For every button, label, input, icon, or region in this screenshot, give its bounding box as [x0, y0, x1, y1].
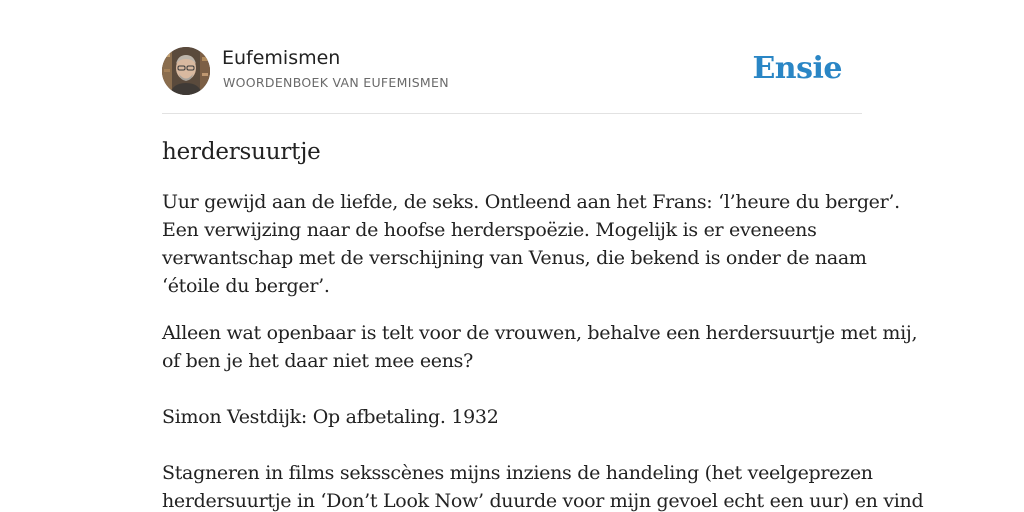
entry-definition [162, 188, 900, 300]
brand-logo[interactable]: Ensie [752, 51, 842, 86]
entry-title: herdersuurtje [162, 139, 321, 165]
header-divider [162, 113, 862, 114]
definition-line: ‘étoile du berger’. [162, 275, 330, 297]
example-line: Alleen wat openbaar is telt voor de vrouwen, behalve een herdersuurtje met mij, [162, 322, 918, 344]
example-spacer [162, 375, 862, 403]
example-line: of ben je het daar niet mee eens? [162, 350, 474, 372]
site-subtitle: WOORDENBOEK VAN EUFEMISMEN [223, 75, 449, 90]
example-source: Simon Vestdijk: Op afbetaling. 1932 [162, 406, 499, 428]
entry-example [162, 319, 924, 512]
definition-line: verwantschap met de verschijning van Venus, die bekend is onder de naam [162, 247, 867, 269]
example-spacer [162, 431, 862, 459]
avatar-portrait-icon [162, 47, 210, 95]
example-line: Stagneren in films seksscènes mijns inziens de handeling (het veelgeprezen [162, 462, 873, 484]
example-line: herdersuurtje in ‘Don’t Look Now’ duurde voor mijn gevoel echt een uur) en vind [162, 490, 924, 512]
definition-line: Uur gewijd aan de liefde, de seks. Ontleend aan het Frans: ‘l’heure du berger’. [162, 191, 900, 213]
entry-content [162, 136, 924, 512]
site-header [162, 46, 862, 96]
site-name[interactable]: Eufemismen [222, 47, 341, 69]
definition-line: Een verwijzing naar de hoofse herderspoëzie. Mogelijk is er eveneens [162, 219, 817, 241]
avatar[interactable] [162, 47, 210, 95]
